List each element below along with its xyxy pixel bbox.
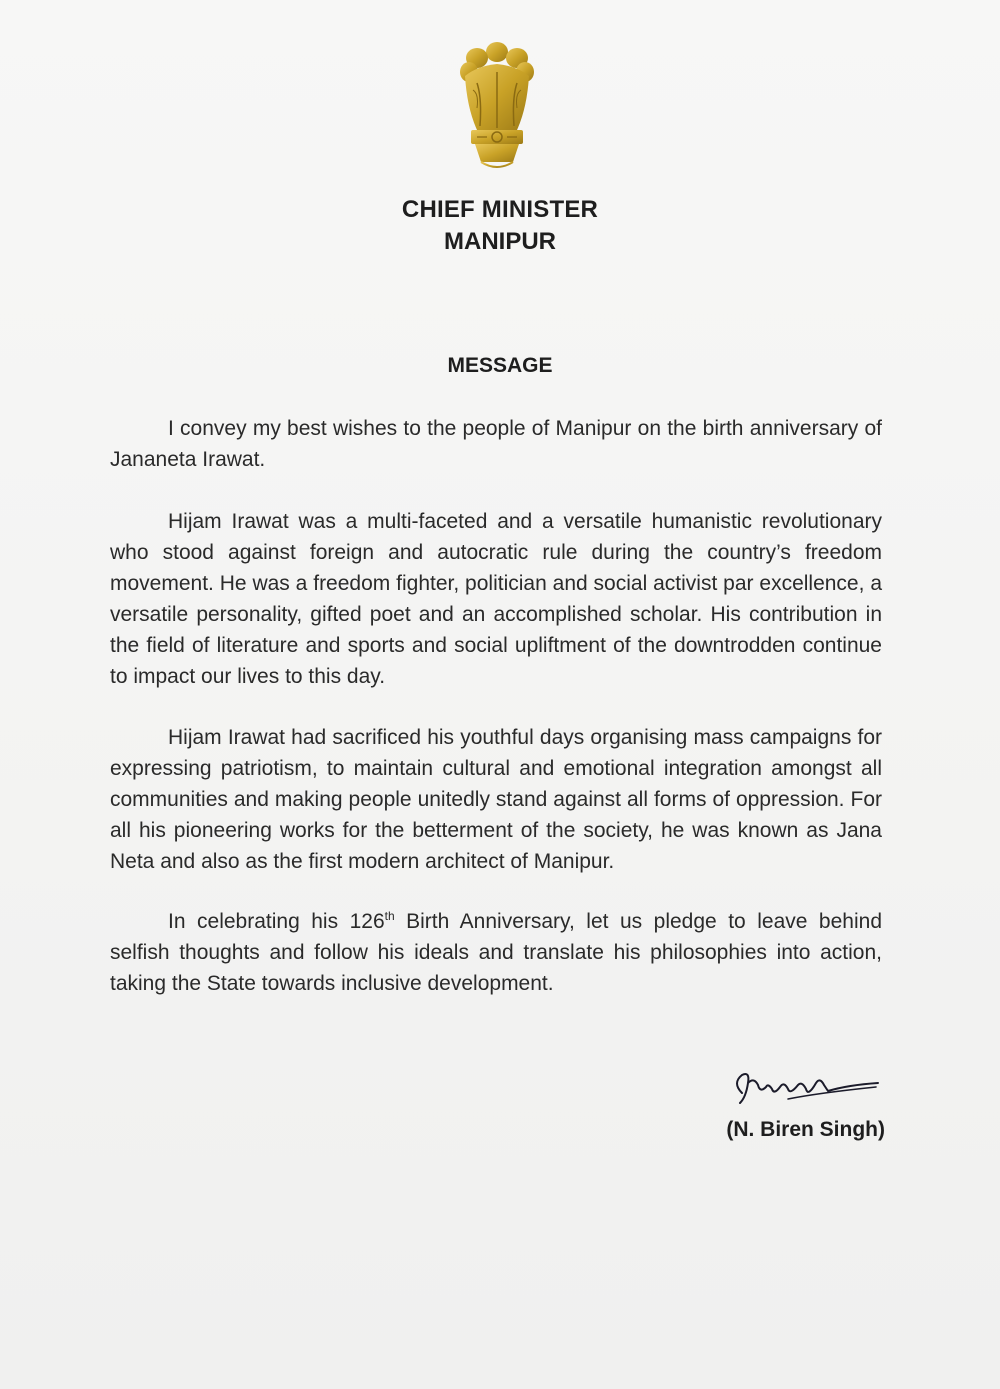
message-title: MESSAGE: [447, 354, 553, 377]
message-paragraph-3: Hijam Irawat had sacrificed his youthful days organising mass campaigns for expressing patriotism, to maintain cultural and emotional integration amongst all communities and making people unitedly stand against all forms of oppression. For all his pioneering works for the betterment of the society, he was known as Jana Neta and also as the first modern architect of Manipur.: [110, 726, 882, 873]
paragraph-4-lead: In celebrating his 126: [168, 910, 385, 933]
message-paragraph-4: [110, 906, 882, 999]
signature-icon: [728, 1063, 888, 1115]
office-state: MANIPUR: [444, 228, 556, 255]
message-paragraph-2: Hijam Irawat was a multi-faceted and a versatile humanistic revolutionary who stood against foreign and autocratic rule during the country’s freedom movement. He was a freedom fighter, politician and social activist par excellence, a versatile personality, gifted poet and an accomplished scholar. His contribution in the field of literature and sports and social upliftment of the downtrodden continue to impact our lives to this day.: [110, 510, 882, 688]
state-emblem-icon: [447, 38, 547, 178]
office-title: CHIEF MINISTER: [401, 196, 599, 223]
paragraph-4-rest: Birth Anniversary, let us pledge to leave behind selfish thoughts and follow his ideals and translate his philosophies into action, taking the State towards inclusive development.: [110, 910, 882, 995]
message-paragraph-1: I convey my best wishes to the people of Manipur on the birth anniversary of Jananeta Irawat.: [110, 417, 882, 471]
signatory-name: (N. Biren Singh): [726, 1118, 885, 1141]
ordinal-suffix: th: [384, 909, 395, 923]
